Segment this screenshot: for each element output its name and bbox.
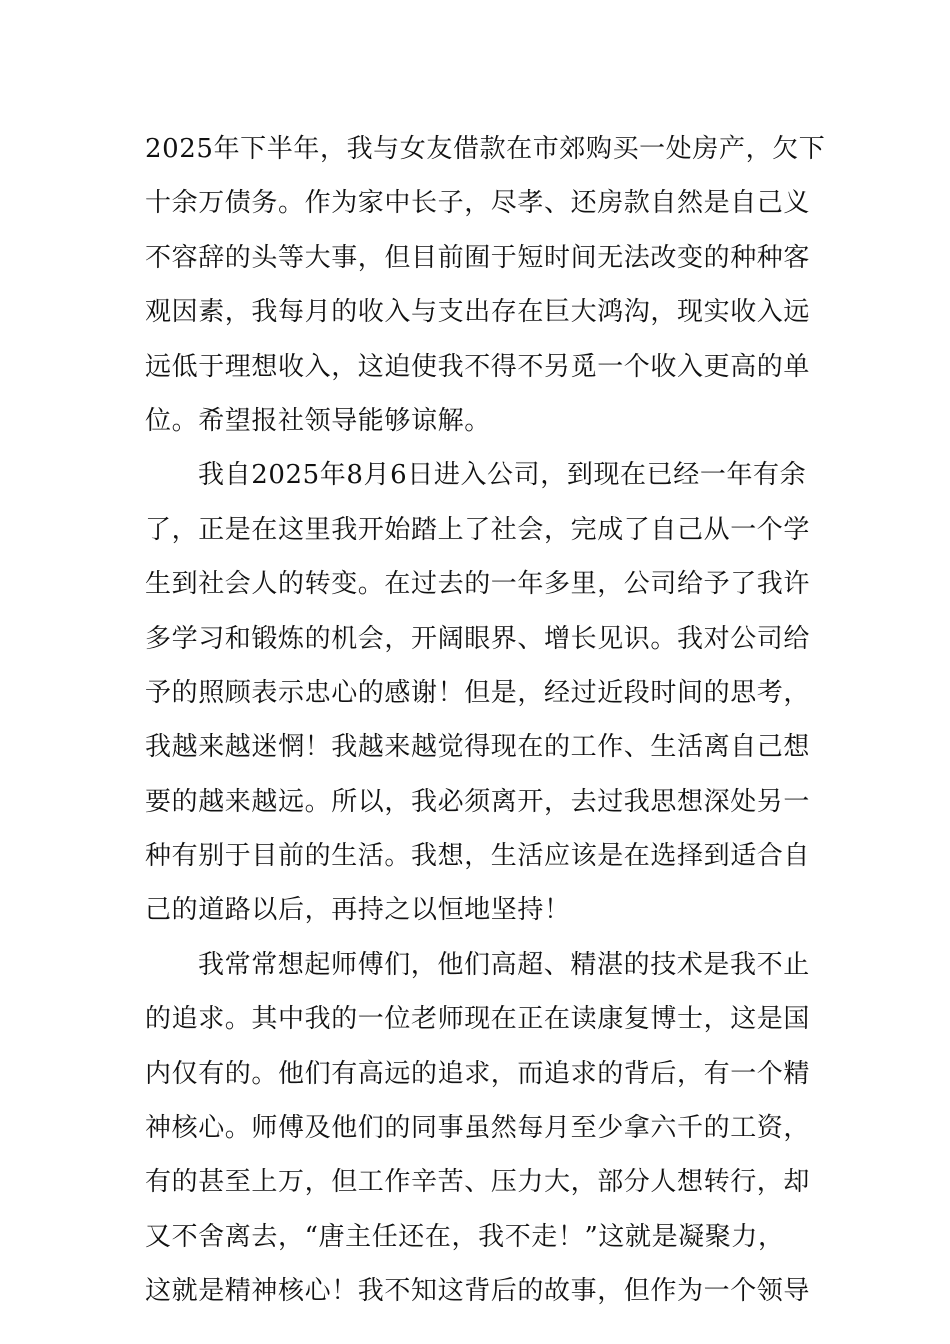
text-line: 观因素，我每月的收入与支出存在巨大鸿沟，现实收入远	[145, 297, 811, 328]
text-line: 种有别于目前的生活。我想，生活应该是在选择到适合自	[145, 841, 811, 872]
text-line: 内仅有的。他们有高远的追求，而追求的背后，有一个精	[145, 1058, 811, 1089]
paragraph-first-line: 我自2025年8月6日进入公司，到现在已经一年有余	[198, 460, 807, 491]
text-line: 十余万债务。作为家中长子，尽孝、还房款自然是自己义	[145, 188, 811, 219]
text-line: 位。希望报社领导能够谅解。	[145, 405, 491, 436]
document-body-text	[145, 129, 826, 1326]
text-line: 的追求。其中我的一位老师现在正在读康复博士，这是国	[145, 1004, 811, 1035]
text-line: 我越来越迷惘！我越来越觉得现在的工作、生活离自己想	[145, 732, 811, 763]
text-line: 这就是精神核心！我不知这背后的故事，但作为一个领导	[145, 1276, 811, 1307]
text-line: 有的甚至上万，但工作辛苦、压力大，部分人想转行，却	[145, 1167, 811, 1198]
paragraph-first-line: 我常常想起师傅们，他们高超、精湛的技术是我不止	[198, 949, 810, 980]
text-line: 神核心。师傅及他们的同事虽然每月至少拿六千的工资，	[145, 1113, 811, 1144]
text-line: 多学习和锻炼的机会，开阔眼界、增长见识。我对公司给	[145, 623, 811, 654]
text-line: 不容辞的头等大事，但目前囿于短时间无法改变的种种客	[145, 242, 811, 273]
text-line: 己的道路以后，再持之以恒地坚持！	[145, 895, 571, 926]
text-line: 2025年下半年，我与女友借款在市郊购买一处房产，欠下	[145, 134, 826, 164]
text-line: 予的照顾表示忠心的感谢！但是，经过近段时间的思考，	[145, 677, 811, 708]
text-line: 生到社会人的转变。在过去的一年多里，公司给予了我许	[145, 569, 811, 600]
text-line: 要的越来越远。所以，我必须离开，去过我思想深处另一	[145, 786, 811, 817]
text-line: 远低于理想收入，这迫使我不得不另觅一个收入更高的单	[145, 351, 811, 382]
text-line: 了，正是在这里我开始踏上了社会，完成了自己从一个学	[145, 514, 811, 545]
text-line: 又不舍离去，“唐主任还在，我不走！”这就是凝聚力，	[145, 1221, 785, 1252]
